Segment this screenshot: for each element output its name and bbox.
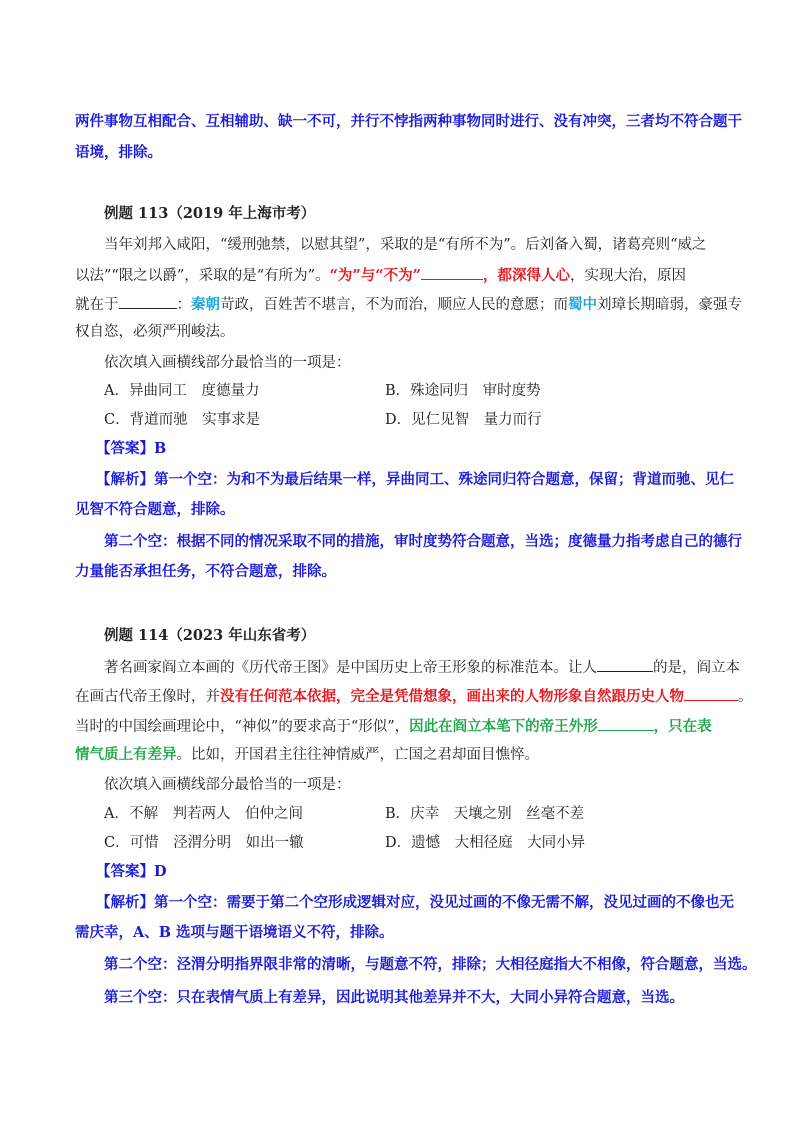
q113-analysis-line-3: 第二个空：根据不同的情况采取不同的措施，审时度势符合题意，当选；度德量力指考虑自己的德行 [104, 533, 742, 550]
q114-option-c: C．可惜 泾渭分明 如出一辙 [104, 835, 304, 851]
q113-para-line-3 [75, 294, 742, 315]
q113-blank-1 [421, 265, 483, 280]
q114-para-line-3 [75, 716, 730, 737]
q114-option-a: A．不解 判若两人 伯仲之间 [104, 806, 303, 822]
q113-para-line-4: 权自恣，必须严刑峻法。 [75, 324, 235, 340]
q113-para-line-1: 当年刘邦入咸阳，“缓刑弛禁，以慰其望”，采取的是“有所不为”。后刘备入蜀，诸葛亮则“威之 [104, 237, 707, 253]
q114-analysis-line-1: 【解析】第一个空：需要于第二个空形成逻辑对应，没见过画的不像无需不解，没见过画的不像也无 [96, 894, 734, 911]
q113-highlight-red: “为”与“不为” [329, 267, 421, 284]
q113-text: ，实现大治，原因 [569, 268, 686, 284]
q113-blank-2 [119, 294, 177, 309]
q113-text: ： [176, 297, 191, 313]
q114-text: 著名画家阎立本画的《历代帝王图》是中国历史上帝王形象的标准范本。让人 [104, 660, 597, 676]
q113-text: 刘璋长期暗弱，豪强专 [597, 297, 742, 313]
q113-text: 就在于 [75, 297, 119, 313]
q114-analysis-line-2: 需庆幸，A、B 选项与题干语境语义不符，排除。 [75, 924, 394, 941]
q114-text: 。 [738, 689, 753, 705]
q114-blank-2 [684, 686, 738, 701]
q113-option-a: A．异曲同工 度德量力 [104, 383, 260, 399]
intro-line-2: 语境，排除。 [75, 144, 162, 161]
q113-option-d: D．见仁见智 量力而行 [385, 412, 542, 428]
q114-text: 在画古代帝王像时，并 [75, 689, 220, 705]
q113-para-line-2 [75, 265, 730, 286]
q114-text: 。比如，开国君主往往神情威严，亡国之君却面目憔悴。 [176, 747, 539, 763]
q113-answer: 【答案】B [96, 440, 167, 457]
q114-highlight-green-2: ，只在表 [653, 718, 712, 735]
q113-analysis-line-2: 见智不符合题意，排除。 [75, 501, 235, 518]
q113-analysis-line-4: 力量能否承担任务，不符合题意，排除。 [75, 563, 336, 580]
q114-para-line-4 [75, 745, 730, 765]
q113-analysis-line-1: 【解析】第一个空：为和不为最后结果一样，异曲同工、殊途同归符合题意，保留；背道而驰、见仁 [96, 471, 734, 488]
q113-highlight-qin: 秦朝 [191, 296, 220, 313]
q114-para-line-2 [75, 686, 753, 707]
q113-prompt: 依次填入画横线部分最恰当的一项是： [104, 355, 351, 371]
intro-line-1: 两件事物互相配合、互相辅助、缺一不可，并行不悖指两种事物同时进行、没有冲突，三者均不符合题干 [75, 113, 742, 130]
q114-answer: 【答案】D [96, 863, 167, 880]
q114-highlight-red: 没有任何范本依据，完全是凭借想象，画出来的人物形象自然跟历史人物 [220, 688, 684, 705]
q114-blank-3 [598, 716, 654, 731]
q114-analysis-line-4: 第三个空：只在表情气质上有差异，因此说明其他差异并不大，大同小异符合题意，当选。 [104, 989, 684, 1006]
q113-option-c: C．背道而驰 实事求是 [104, 412, 261, 428]
q114-blank-1 [597, 657, 653, 672]
q113-highlight-shu: 蜀中 [568, 296, 597, 313]
q113-option-b: B．殊途同归 审时度势 [385, 383, 541, 399]
q113-heading: 例题 113（2019 年上海市考） [104, 205, 316, 222]
q114-text: 的是，阎立本 [653, 660, 740, 676]
q114-text: 当时的中国绘画理论中，“神似”的要求高于“形似”， [75, 719, 410, 735]
q113-text: 以法”“限之以爵”，采取的是“有所为”。 [75, 268, 330, 284]
q113-highlight-red-2: ，都深得人心 [482, 267, 570, 284]
q113-text: 苛政，百姓苦不堪言，不为而治，顺应人民的意愿；而 [220, 297, 568, 313]
q114-highlight-green: 因此在阎立本笔下的帝王外形 [409, 718, 598, 735]
q114-heading: 例题 114（2023 年山东省考） [104, 627, 316, 644]
q114-para-line-1 [104, 657, 740, 678]
q114-highlight-green-3: 情气质上有差异 [75, 746, 177, 763]
q114-analysis-line-3: 第二个空：泾渭分明指界限非常的清晰，与题意不符，排除；大相径庭指大不相像，符合题意，当选。 [104, 956, 757, 973]
q114-option-b: B．庆幸 天壤之别 丝毫不差 [385, 806, 585, 822]
q114-option-d: D．遗憾 大相径庭 大同小异 [385, 835, 586, 851]
q114-prompt: 依次填入画横线部分最恰当的一项是： [104, 777, 351, 793]
